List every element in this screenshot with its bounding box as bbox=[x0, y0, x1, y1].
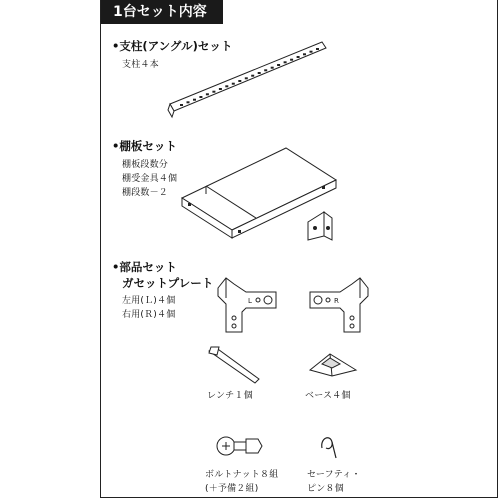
gusset-left-letter: L bbox=[248, 297, 252, 305]
bolt-nut-label: ボルトナット８組 bbox=[205, 470, 279, 480]
shelf-set-heading: •棚板セット bbox=[112, 139, 177, 153]
safety-pin-icon bbox=[314, 428, 354, 468]
shelf-count-text: 棚板段数分 bbox=[122, 160, 169, 170]
parts-set-heading: •部品セット bbox=[112, 260, 177, 274]
safety-pin-label: セーフティ・ bbox=[307, 470, 361, 480]
wrench-icon bbox=[205, 345, 275, 385]
gusset-right-text: 右用(Ｒ)４個 bbox=[122, 310, 176, 320]
gusset-right-letter: R bbox=[334, 297, 339, 305]
gusset-left-text: 左用(Ｌ)４個 bbox=[122, 296, 176, 306]
shelf-bracket-text: 棚受金具４個 bbox=[122, 174, 178, 184]
bolt-nut-icon bbox=[214, 432, 274, 462]
safety-pin-count-label: ピン８個 bbox=[307, 484, 344, 494]
base-icon bbox=[306, 350, 366, 380]
wrench-label: レンチ１個 bbox=[207, 391, 253, 401]
gusset-right-illustration bbox=[298, 270, 378, 340]
bolt-nut-spare-label: (＋予備２組) bbox=[205, 484, 259, 494]
shelf-levels-text: 棚段数－２ bbox=[122, 188, 169, 198]
gusset-left-illustration bbox=[212, 270, 292, 340]
post-count-text: 支柱４本 bbox=[122, 60, 159, 70]
shelf-bracket-icon bbox=[308, 212, 332, 240]
base-label: ベース４個 bbox=[305, 391, 351, 401]
page-title: 1台セット内容 bbox=[101, 0, 223, 24]
gusset-plate-heading: ガセットプレート bbox=[122, 276, 214, 290]
post-set-heading: •支柱(アングル)セット bbox=[112, 39, 233, 53]
